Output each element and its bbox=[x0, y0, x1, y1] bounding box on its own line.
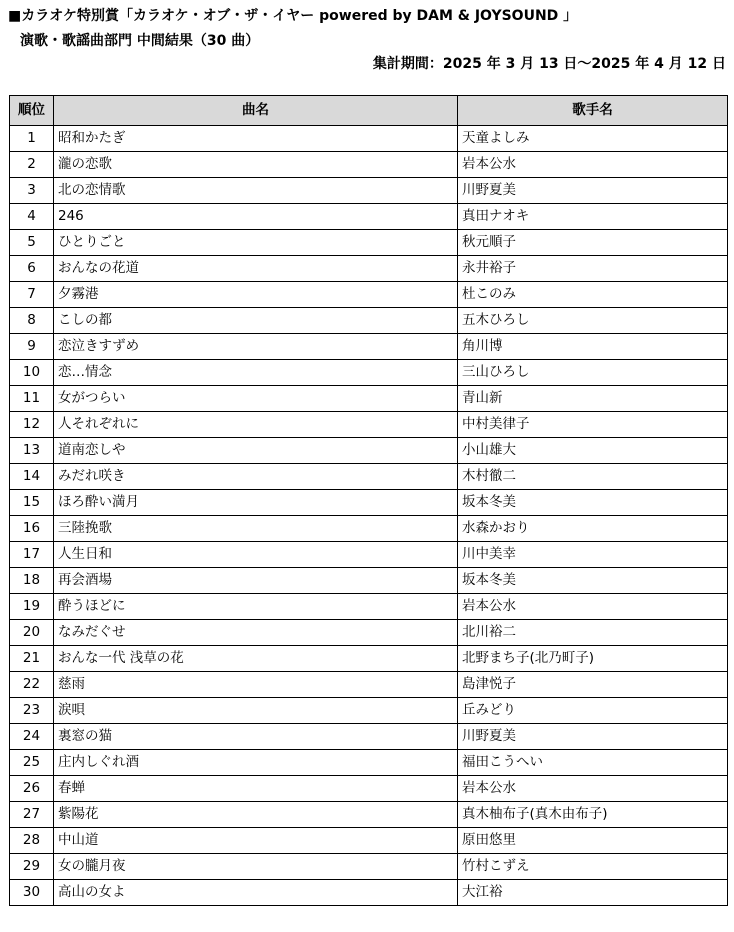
song-title-cell: なみだぐせ bbox=[54, 620, 458, 646]
artist-name-cell: 岩本公水 bbox=[458, 594, 728, 620]
artist-name-cell: 青山新 bbox=[458, 386, 728, 412]
artist-name-cell: 天童よしみ bbox=[458, 126, 728, 152]
artist-name-cell: 北野まち子(北乃町子) bbox=[458, 646, 728, 672]
rank-cell: 25 bbox=[10, 750, 54, 776]
rank-cell: 8 bbox=[10, 308, 54, 334]
table-row bbox=[10, 282, 728, 308]
table-row bbox=[10, 750, 728, 776]
table-row bbox=[10, 594, 728, 620]
artist-name-cell: 岩本公水 bbox=[458, 776, 728, 802]
song-title-cell: 中山道 bbox=[54, 828, 458, 854]
rank-cell: 1 bbox=[10, 126, 54, 152]
artist-name-cell: 角川博 bbox=[458, 334, 728, 360]
artist-name-cell: 五木ひろし bbox=[458, 308, 728, 334]
table-row bbox=[10, 516, 728, 542]
artist-name-cell: 川野夏美 bbox=[458, 724, 728, 750]
table-row bbox=[10, 386, 728, 412]
artist-name-cell: 真田ナオキ bbox=[458, 204, 728, 230]
song-column-header: 曲名 bbox=[54, 96, 458, 126]
artist-name-cell: 川野夏美 bbox=[458, 178, 728, 204]
song-title-cell: ひとりごと bbox=[54, 230, 458, 256]
rank-cell: 11 bbox=[10, 386, 54, 412]
table-row bbox=[10, 152, 728, 178]
artist-name-cell: 秋元順子 bbox=[458, 230, 728, 256]
song-title-cell: 北の恋情歌 bbox=[54, 178, 458, 204]
rank-cell: 19 bbox=[10, 594, 54, 620]
rank-cell: 16 bbox=[10, 516, 54, 542]
rank-cell: 15 bbox=[10, 490, 54, 516]
song-title-cell: 人それぞれに bbox=[54, 412, 458, 438]
song-title-cell: 夕霧港 bbox=[54, 282, 458, 308]
table-row bbox=[10, 126, 728, 152]
song-title-cell: 慈雨 bbox=[54, 672, 458, 698]
artist-name-cell: 丘みどり bbox=[458, 698, 728, 724]
table-row bbox=[10, 438, 728, 464]
artist-name-cell: 中村美律子 bbox=[458, 412, 728, 438]
rank-cell: 9 bbox=[10, 334, 54, 360]
table-row bbox=[10, 178, 728, 204]
rank-cell: 10 bbox=[10, 360, 54, 386]
song-title-cell: 瀧の恋歌 bbox=[54, 152, 458, 178]
rank-cell: 24 bbox=[10, 724, 54, 750]
table-row bbox=[10, 802, 728, 828]
table-row bbox=[10, 334, 728, 360]
rank-cell: 23 bbox=[10, 698, 54, 724]
ranking-table-body bbox=[10, 126, 728, 906]
song-title-cell: 裏窓の猫 bbox=[54, 724, 458, 750]
artist-name-cell: 大江裕 bbox=[458, 880, 728, 906]
rank-cell: 7 bbox=[10, 282, 54, 308]
song-title-cell: 春蝉 bbox=[54, 776, 458, 802]
artist-name-cell: 木村徹二 bbox=[458, 464, 728, 490]
table-row bbox=[10, 854, 728, 880]
song-title-cell: 女がつらい bbox=[54, 386, 458, 412]
song-title-cell: 酔うほどに bbox=[54, 594, 458, 620]
table-row bbox=[10, 776, 728, 802]
rank-cell: 18 bbox=[10, 568, 54, 594]
rank-cell: 14 bbox=[10, 464, 54, 490]
table-row bbox=[10, 230, 728, 256]
rank-cell: 17 bbox=[10, 542, 54, 568]
table-row bbox=[10, 360, 728, 386]
artist-name-cell: 三山ひろし bbox=[458, 360, 728, 386]
artist-name-cell: 真木柚布子(真木由布子) bbox=[458, 802, 728, 828]
artist-name-cell: 杜このみ bbox=[458, 282, 728, 308]
artist-name-cell: 水森かおり bbox=[458, 516, 728, 542]
artist-name-cell: 坂本冬美 bbox=[458, 568, 728, 594]
table-header-row bbox=[10, 96, 728, 126]
page-title: ■カラオケ特別賞「カラオケ・オブ・ザ・イヤー powered by DAM & JOYSOUND 」 bbox=[8, 8, 578, 24]
artist-name-cell: 岩本公水 bbox=[458, 152, 728, 178]
rank-cell: 6 bbox=[10, 256, 54, 282]
table-row bbox=[10, 542, 728, 568]
song-title-cell: 246 bbox=[54, 204, 458, 230]
rank-cell: 3 bbox=[10, 178, 54, 204]
song-title-cell: こしの都 bbox=[54, 308, 458, 334]
rank-cell: 4 bbox=[10, 204, 54, 230]
artist-name-cell: 川中美幸 bbox=[458, 542, 728, 568]
artist-name-cell: 竹村こずえ bbox=[458, 854, 728, 880]
artist-name-cell: 坂本冬美 bbox=[458, 490, 728, 516]
rank-cell: 20 bbox=[10, 620, 54, 646]
category-subtitle: 演歌・歌謡曲部門 中間結果（30 曲） bbox=[20, 33, 260, 49]
table-row bbox=[10, 672, 728, 698]
rank-cell: 2 bbox=[10, 152, 54, 178]
artist-name-cell: 原田悠里 bbox=[458, 828, 728, 854]
table-row bbox=[10, 256, 728, 282]
table-row bbox=[10, 308, 728, 334]
artist-name-cell: 永井裕子 bbox=[458, 256, 728, 282]
song-title-cell: 道南恋しや bbox=[54, 438, 458, 464]
artist-name-cell: 小山雄大 bbox=[458, 438, 728, 464]
song-title-cell: 庄内しぐれ酒 bbox=[54, 750, 458, 776]
song-title-cell: 再会酒場 bbox=[54, 568, 458, 594]
artist-name-cell: 福田こうへい bbox=[458, 750, 728, 776]
table-row bbox=[10, 698, 728, 724]
song-title-cell: 恋…情念 bbox=[54, 360, 458, 386]
artist-name-cell: 北川裕二 bbox=[458, 620, 728, 646]
table-row bbox=[10, 464, 728, 490]
song-title-cell: 昭和かたぎ bbox=[54, 126, 458, 152]
table-row bbox=[10, 828, 728, 854]
aggregation-period: 集計期間：2025 年 3 月 13 日～2025 年 4 月 12 日 bbox=[372, 56, 726, 72]
song-title-cell: 女の朧月夜 bbox=[54, 854, 458, 880]
rank-cell: 12 bbox=[10, 412, 54, 438]
rank-cell: 13 bbox=[10, 438, 54, 464]
table-row bbox=[10, 490, 728, 516]
ranking-table bbox=[9, 95, 728, 906]
table-row bbox=[10, 620, 728, 646]
rank-cell: 21 bbox=[10, 646, 54, 672]
rank-cell: 26 bbox=[10, 776, 54, 802]
table-row bbox=[10, 412, 728, 438]
song-title-cell: ほろ酔い満月 bbox=[54, 490, 458, 516]
song-title-cell: みだれ咲き bbox=[54, 464, 458, 490]
rank-cell: 29 bbox=[10, 854, 54, 880]
song-title-cell: おんなの花道 bbox=[54, 256, 458, 282]
table-row bbox=[10, 568, 728, 594]
song-title-cell: 紫陽花 bbox=[54, 802, 458, 828]
rank-column-header: 順位 bbox=[10, 96, 54, 126]
rank-cell: 28 bbox=[10, 828, 54, 854]
rank-cell: 30 bbox=[10, 880, 54, 906]
artist-name-cell: 島津悦子 bbox=[458, 672, 728, 698]
song-title-cell: 三陸挽歌 bbox=[54, 516, 458, 542]
table-row bbox=[10, 204, 728, 230]
rank-cell: 22 bbox=[10, 672, 54, 698]
song-title-cell: 涙唄 bbox=[54, 698, 458, 724]
song-title-cell: 人生日和 bbox=[54, 542, 458, 568]
table-row bbox=[10, 724, 728, 750]
rank-cell: 27 bbox=[10, 802, 54, 828]
song-title-cell: 高山の女よ bbox=[54, 880, 458, 906]
table-row bbox=[10, 646, 728, 672]
table-row bbox=[10, 880, 728, 906]
song-title-cell: おんな一代 浅草の花 bbox=[54, 646, 458, 672]
rank-cell: 5 bbox=[10, 230, 54, 256]
song-title-cell: 恋泣きすずめ bbox=[54, 334, 458, 360]
artist-column-header: 歌手名 bbox=[458, 96, 728, 126]
